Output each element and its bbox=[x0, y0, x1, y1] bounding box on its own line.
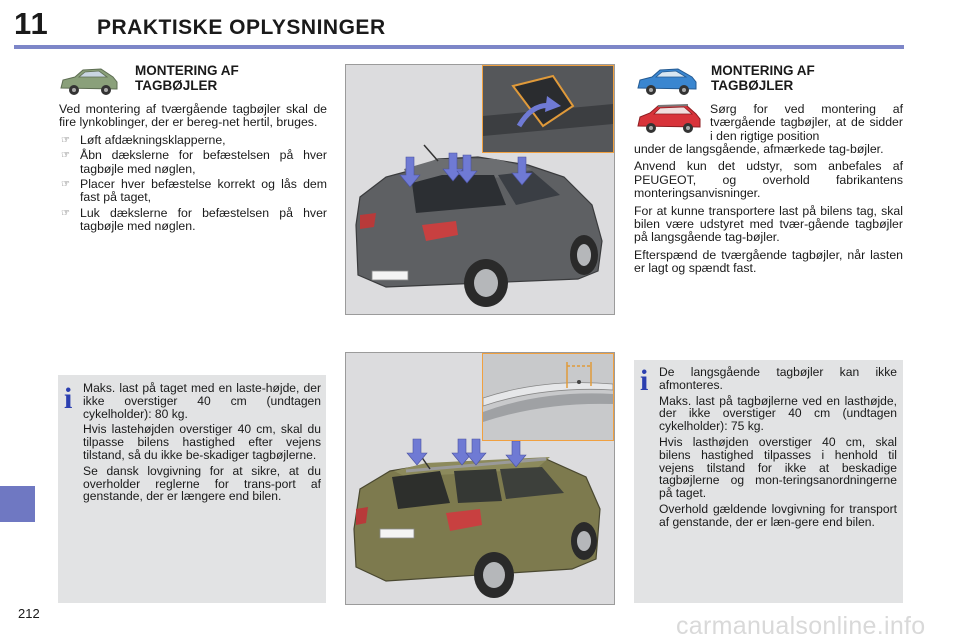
info-icon: i bbox=[640, 364, 649, 397]
left-section-body bbox=[59, 103, 327, 236]
left-section-title bbox=[135, 63, 239, 93]
step-item: ☞ Åbn dækslerne for befæstelsen på hver tagbøjle med nøglen, bbox=[61, 148, 327, 176]
info-right-para: Hvis lasthøjden overstiger 40 cm, skal bilens hastighed tilpasses i henhold til vejens tilstand for ikke at beskadige tagbøjlerne og mon-teringsanordningerne på taget. bbox=[659, 434, 897, 501]
chapter-side-tab bbox=[0, 486, 35, 522]
info-right-text bbox=[659, 366, 897, 532]
step-item: ☞ Placer hver befæstelse korrekt og lås dem fast på taget, bbox=[61, 177, 327, 205]
roof-bar-estate-figure bbox=[345, 352, 615, 605]
right-para4: Efterspænd de tværgående tagbøjler, når lasten er lagt og spændt fast. bbox=[634, 247, 903, 276]
info-right-para: De langsgående tagbøjler kan ikke afmonteres. bbox=[659, 365, 897, 392]
page-number: 212 bbox=[18, 606, 40, 621]
left-title-line1: MONTERING AF bbox=[135, 63, 239, 78]
watermark: carmanualsonline.info bbox=[676, 612, 926, 640]
info-left-text bbox=[83, 382, 321, 506]
info-left-para: Se dansk lovgivning for at sikre, at du overholder reglerne for trans-port af genstande, der er længere end bilen. bbox=[83, 463, 321, 504]
info-icon: i bbox=[64, 382, 73, 415]
left-intro: Ved montering af tværgående tagbøjler skal de fire lynkoblinger, der er bereg-net hertil, bruges. bbox=[59, 102, 327, 130]
car-icon-green bbox=[57, 64, 121, 98]
hand-pointer-icon: ☞ bbox=[61, 179, 70, 191]
header-rule bbox=[14, 45, 904, 49]
step-item: ☞ Luk dækslerne for befæstelsen på hver tagbøjle med nøglen. bbox=[61, 205, 327, 234]
roof-rail-detail-inset bbox=[482, 353, 614, 441]
right-title-line2: TAGBØJLER bbox=[711, 78, 794, 93]
right-para1-rest: under de langsgående, afmærkede tag-bøjler. bbox=[634, 142, 884, 156]
right-para3: For at kunne transportere last på bilens tag, skal bilen være udstyret med tvær-gående tagbøjler på langsgående tag-bøjler. bbox=[634, 203, 903, 245]
right-title-line1: MONTERING AF bbox=[711, 63, 815, 78]
hand-pointer-icon: ☞ bbox=[61, 134, 70, 146]
right-section-body bbox=[634, 143, 903, 280]
roof-bar-hatchback-figure bbox=[345, 64, 615, 315]
hand-pointer-icon: ☞ bbox=[61, 150, 70, 162]
info-right-para: Overhold gældende lovgivning for transport af genstande, der er læn-gere end bilen. bbox=[659, 501, 897, 529]
chapter-title: PRAKTISKE OPLYSNINGER bbox=[97, 16, 386, 39]
step-item: ☞ Løft afdækningsklapperne, bbox=[61, 132, 226, 147]
car-icon-red bbox=[634, 100, 704, 136]
car-icon-blue bbox=[634, 64, 700, 98]
chapter-number: 11 bbox=[14, 6, 49, 41]
right-para2: Anvend kun det udstyr, som anbefales af PEUGEOT, og overhold fabrikantens monteringsanvisninger. bbox=[634, 159, 903, 201]
hand-pointer-icon: ☞ bbox=[61, 207, 70, 219]
roof-clamp-detail-inset bbox=[482, 65, 614, 153]
info-left-para: Maks. last på taget med en laste-højde, der ikke overstiger 40 cm (undtagen cykelholder): 80 kg. bbox=[83, 381, 321, 421]
right-para1-first: Sørg for ved montering af tværgående tagbøjler, at de sidder i den rigtige position bbox=[710, 102, 903, 143]
info-right-para: Maks. last på tagbøjlerne ved en lasthøjde, der ikke overstiger 40 cm (undtagen cykelholder): 75 kg. bbox=[659, 393, 897, 434]
info-left-para: Hvis lastehøjden overstiger 40 cm, skal du tilpasse bilens hastighed efter vejens tilstand, så du ikke be-skadiger tagbøjlerne. bbox=[83, 422, 321, 462]
mounting-steps bbox=[59, 134, 327, 234]
right-section-title bbox=[711, 63, 815, 93]
left-title-line2: TAGBØJLER bbox=[135, 78, 218, 93]
